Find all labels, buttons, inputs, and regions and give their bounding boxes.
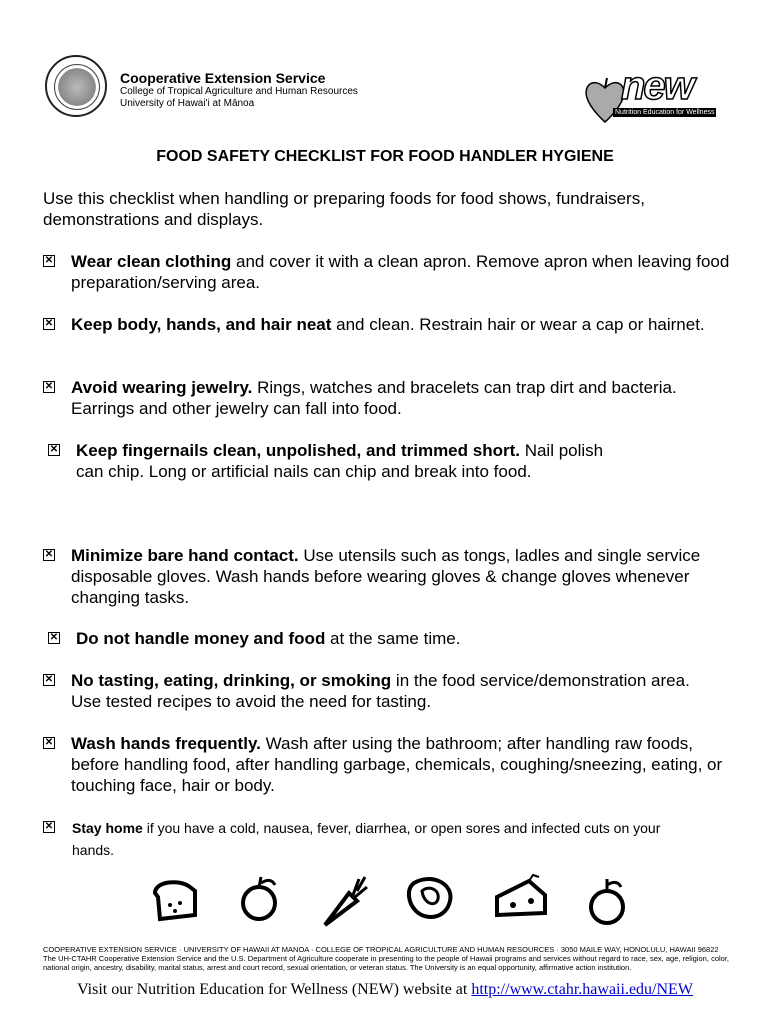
item-text: Rings, watches and bracelets can trap dirt and bacteria. Earrings and other jewelry can fall into food. [71, 378, 677, 418]
checkbox-checked-icon[interactable]: ✕ [44, 737, 54, 748]
visit-line [0, 981, 770, 999]
checkbox-checked-icon[interactable]: ✕ [44, 255, 54, 266]
checkbox-checked-icon[interactable]: ✕ [49, 632, 59, 643]
org-college: College of Tropical Agriculture and Human Resources [120, 86, 358, 97]
checklist-item [43, 817, 693, 861]
checkbox-checked-icon[interactable]: ✕ [44, 318, 54, 329]
new-tagline: Nutrition Education for Wellness [615, 109, 715, 116]
item-bold: Keep fingernails clean, unpolished, and trimmed short. [76, 441, 520, 460]
item-bold: Wear clean clothing [71, 252, 232, 271]
footer-disclaimer [43, 945, 729, 972]
item-text: Use utensils such as tongs, ladles and single service disposable gloves. Wash hands before wearing gloves & change gloves whenever changing tasks. [71, 546, 701, 607]
cheese-icon [493, 873, 548, 923]
item-bold: Minimize bare hand contact. [71, 546, 299, 565]
visit-text: Visit our Nutrition Education for Wellness (NEW) website at [77, 981, 472, 998]
checkbox-checked-icon[interactable]: ✕ [44, 821, 54, 832]
apple-icon [237, 873, 282, 923]
apple-icon [585, 873, 630, 928]
checklist-item [48, 628, 738, 649]
carrot-icon [319, 873, 369, 928]
food-icons-row [150, 873, 630, 933]
checklist-item [43, 670, 693, 712]
item-bold: Avoid wearing jewelry. [71, 378, 253, 397]
item-text: in the food service/demonstration area. Use tested recipes to avoid the need for tasting. [71, 671, 690, 711]
item-text: Nail polish can chip. Long or artificial nails can chip and break into food. [76, 441, 604, 481]
item-text: if you have a cold, nausea, fever, diarrhea, or open sores and infected cuts on your hands. [72, 820, 661, 858]
new-logo [583, 64, 723, 128]
new-logo-word: new [621, 64, 693, 108]
footer-address: COOPERATIVE EXTENSION SERVICE · UNIVERSITY OF HAWAII AT MANOA · COLLEGE OF TROPICAL AGRICULTURE AND HUMAN RESOURCES · 3050 MAILE WAY, HONOLULU, HAWAII 96822 [43, 945, 719, 954]
org-header [120, 71, 358, 110]
item-bold: Wash hands frequently. [71, 734, 261, 753]
checkbox-checked-icon[interactable]: ✕ [44, 549, 54, 560]
item-bold: Stay home [72, 820, 143, 836]
website-link[interactable]: http://www.ctahr.hawaii.edu/NEW [471, 981, 693, 998]
item-text: Wash after using the bathroom; after handling raw foods, before handling food, after handling garbage, chemicals, coughing/sneezing, eating, or touching face, hair or body. [71, 734, 723, 795]
intro-text: Use this checklist when handling or preparing foods for food shows, fundraisers, demonstrations and displays. [43, 189, 645, 229]
item-bold: Do not handle money and food [76, 629, 326, 648]
page-title: FOOD SAFETY CHECKLIST FOR FOOD HANDLER HYGIENE [156, 148, 614, 165]
university-seal-logo [45, 55, 107, 117]
checklist-item [43, 314, 733, 335]
footer-equal-opportunity: The UH-CTAHR Cooperative Extension Service and the U.S. Department of Agriculture cooperate in presenting to the people of Hawaii programs and services without regard to race, sex, age, religion, color, national origin, ancestry, disability, marital status, arrest and court record, sexual orientation, or veteran status. The University is an equal opportunity, affirmative action institution. [43, 954, 729, 972]
checklist-item [48, 440, 608, 482]
checklist-item [43, 377, 733, 419]
item-bold: Keep body, hands, and hair neat [71, 315, 332, 334]
checklist-item [43, 545, 703, 608]
checkbox-checked-icon[interactable]: ✕ [49, 444, 59, 455]
item-text: and cover it with a clean apron. Remove apron when leaving food preparation/serving area. [71, 252, 730, 292]
item-bold: No tasting, eating, drinking, or smoking [71, 671, 392, 690]
checkbox-checked-icon[interactable]: ✕ [44, 381, 54, 392]
steak-icon [406, 873, 456, 923]
org-title: Cooperative Extension Service [120, 70, 326, 86]
item-text: and clean. Restrain hair or wear a cap or hairnet. [331, 315, 705, 334]
checklist-item [43, 251, 733, 293]
bread-icon [150, 873, 200, 923]
checklist-item [43, 733, 733, 796]
checkbox-checked-icon[interactable]: ✕ [44, 674, 54, 685]
item-text: at the same time. [325, 629, 461, 648]
org-university: University of Hawai'i at Mānoa [120, 98, 255, 109]
